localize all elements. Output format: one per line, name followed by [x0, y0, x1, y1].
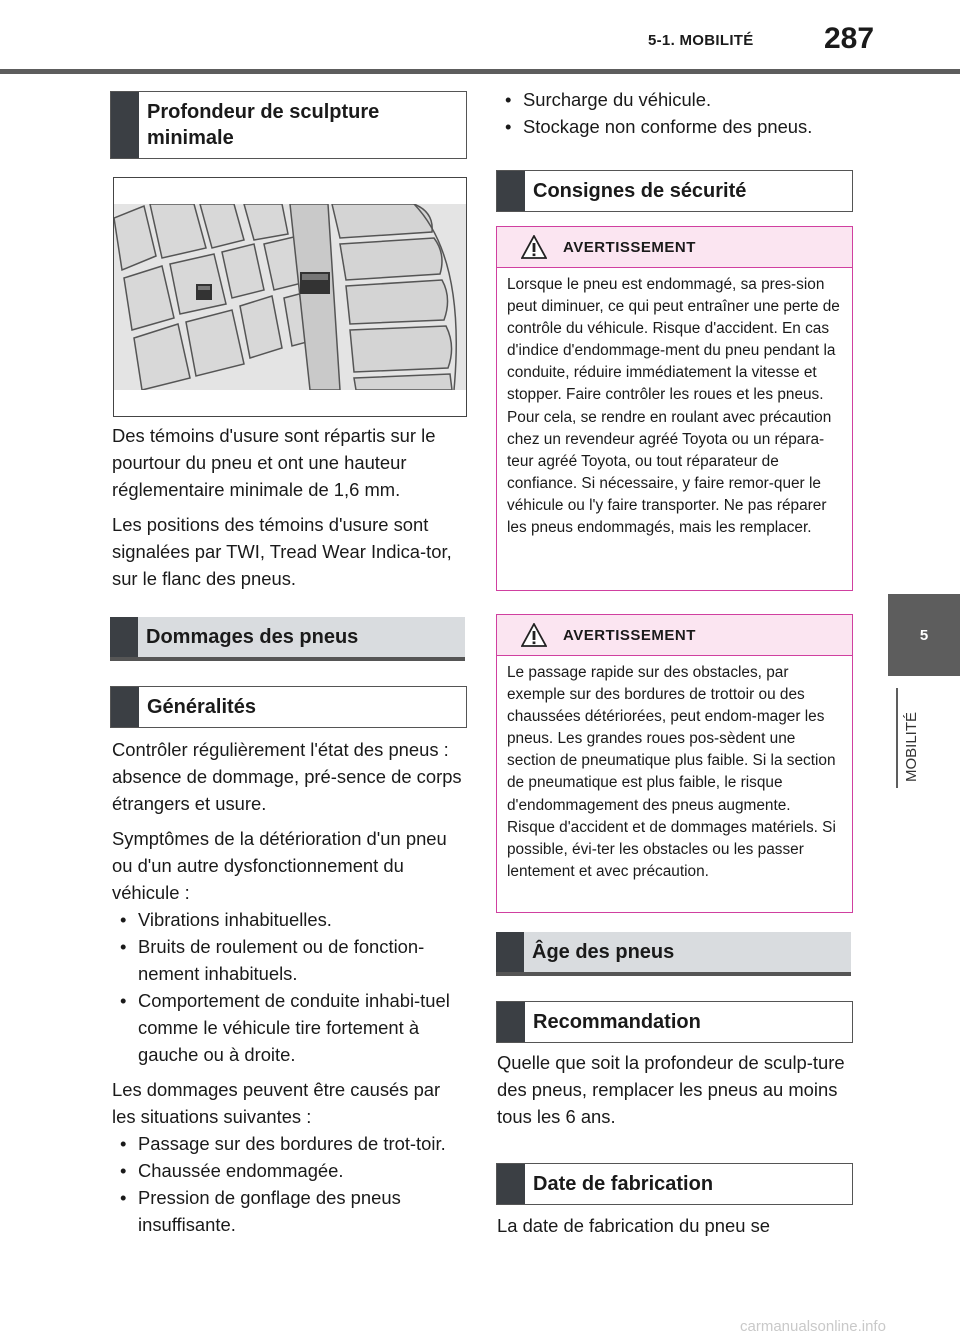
- heading-text: Date de fabrication: [533, 1173, 714, 1195]
- heading-safety: [496, 170, 853, 212]
- chapter-number: 5: [919, 626, 929, 644]
- list-item: • Pression de gonflage des pneus insuffisante.: [112, 1184, 467, 1238]
- paragraph: La date de fabrication du pneu se: [497, 1215, 771, 1236]
- heading-tread-depth: [110, 91, 467, 159]
- warning-box: [496, 614, 853, 913]
- wear-indicator: [196, 284, 212, 300]
- heading-text: Consignes de sécurité: [533, 180, 747, 202]
- heading-recommendation: [496, 1001, 853, 1043]
- warning-icon: [521, 623, 547, 647]
- tire-tread-illustration: [113, 177, 467, 417]
- cause-list: [112, 1130, 467, 1238]
- header-rule: [0, 69, 960, 74]
- list-item: • Passage sur des bordures de trot-toir.: [112, 1130, 467, 1157]
- list-item: • Bruits de roulement ou de fonction-nement inhabituels.: [112, 933, 467, 987]
- side-divider: [896, 688, 898, 788]
- list-item: • Chaussée endommagée.: [112, 1157, 467, 1184]
- warning-label: AVERTISSEMENT: [563, 238, 696, 256]
- manufacture-date-text: [497, 1212, 852, 1247]
- warning-text: Le passage rapide sur des obstacles, par exemple sur des bordures de trottoir ou des chaussées détériorées, peut endom-mager les pneus. Les grandes roues pos-sèdent une section de pneumatique plus faible. Si la section de pneumatique est plus faible, le risque d'endommagement des pneus augmente. Risque d'accident et de dommages matériels. Si possible, évi-ter les obstacles ou les passer lentement et avec précaution.: [507, 664, 836, 880]
- page-number: 287: [824, 22, 875, 55]
- heading-text: Dommages des pneus: [146, 626, 359, 648]
- heading-text: Profondeur de sculpture minimale: [147, 101, 380, 149]
- paragraph: Des témoins d'usure sont répartis sur le pourtour du pneu et ont une hauteur réglementaire minimale de 1,6 mm.: [112, 425, 436, 500]
- heading-bar: [110, 617, 138, 657]
- heading-tire-age: [496, 932, 851, 976]
- symptom-list: [112, 906, 467, 1068]
- heading-text: Âge des pneus: [532, 941, 675, 963]
- chapter-label-text: MOBILITÉ: [903, 711, 920, 782]
- list-item: • Surcharge du véhicule.: [497, 86, 852, 113]
- warning-icon: [521, 235, 547, 259]
- list-item: • Vibrations inhabituelles.: [112, 906, 467, 933]
- warning-header: [497, 615, 852, 656]
- heading-bar: [111, 687, 139, 727]
- heading-text: Généralités: [147, 696, 256, 718]
- recommendation-text: [497, 1049, 852, 1138]
- paragraph: Les positions des témoins d'usure sont signalées par TWI, Tread Wear Indica-tor, sur le flanc des pneus.: [112, 514, 452, 589]
- warning-header: [497, 227, 852, 268]
- cause-list-continued: [497, 86, 852, 140]
- chapter-label: [903, 690, 927, 790]
- warning-box: [496, 226, 853, 591]
- heading-bar: [497, 171, 525, 211]
- heading-text: Recommandation: [533, 1011, 701, 1033]
- heading-bar: [111, 92, 139, 158]
- section-title: 5-1. MOBILITÉ: [648, 32, 754, 49]
- heading-bar: [496, 932, 524, 972]
- tread-text: [112, 422, 467, 600]
- heading-tire-damage: [110, 617, 465, 661]
- paragraph: Symptômes de la détérioration d'un pneu ou d'un autre dysfonctionnement du véhicule :: [112, 828, 447, 903]
- warning-label: AVERTISSEMENT: [563, 626, 696, 644]
- heading-manufacture-date: [496, 1163, 853, 1205]
- list-item: • Stockage non conforme des pneus.: [497, 113, 852, 140]
- watermark: carmanualsonline.info: [740, 1318, 886, 1335]
- heading-general: [110, 686, 467, 728]
- paragraph: Contrôler régulièrement l'état des pneus : absence de dommage, pré-sence de corps étrangers et usure.: [112, 739, 462, 814]
- warning-text: Lorsque le pneu est endommagé, sa pres-sion peut diminuer, ce qui peut entraîner une perte de contrôle du véhicule. Risque d'accident. En cas d'indice d'endommage-ment du pneu pendant la conduite, réduire immédiatement la vitesse et stopper. Faire contrôler les roues et les pneus. Pour cela, se rendre en roulant avec précaution chez un revendeur agréé Toyota ou un répara-teur agréé Toyota, ou tout réparateur de confiance. Si nécessaire, y faire remor-quer le véhicule ou l'y faire transporter. Ne pas réparer les pneus endommagés, mais les remplacer.: [507, 276, 840, 537]
- list-item: • Comportement de conduite inhabi-tuel comme le véhicule tire fortement à gauche ou à droite.: [112, 987, 467, 1068]
- heading-bar: [497, 1002, 525, 1042]
- general-text: [112, 736, 467, 1238]
- paragraph: Les dommages peuvent être causés par les situations suivantes :: [112, 1079, 441, 1127]
- chapter-tab: [888, 594, 960, 676]
- heading-bar: [497, 1164, 525, 1204]
- paragraph: Quelle que soit la profondeur de sculp-ture des pneus, remplacer les pneus au moins tous les 6 ans.: [497, 1052, 845, 1127]
- wear-indicator: [300, 272, 330, 294]
- tread-svg: [114, 178, 466, 416]
